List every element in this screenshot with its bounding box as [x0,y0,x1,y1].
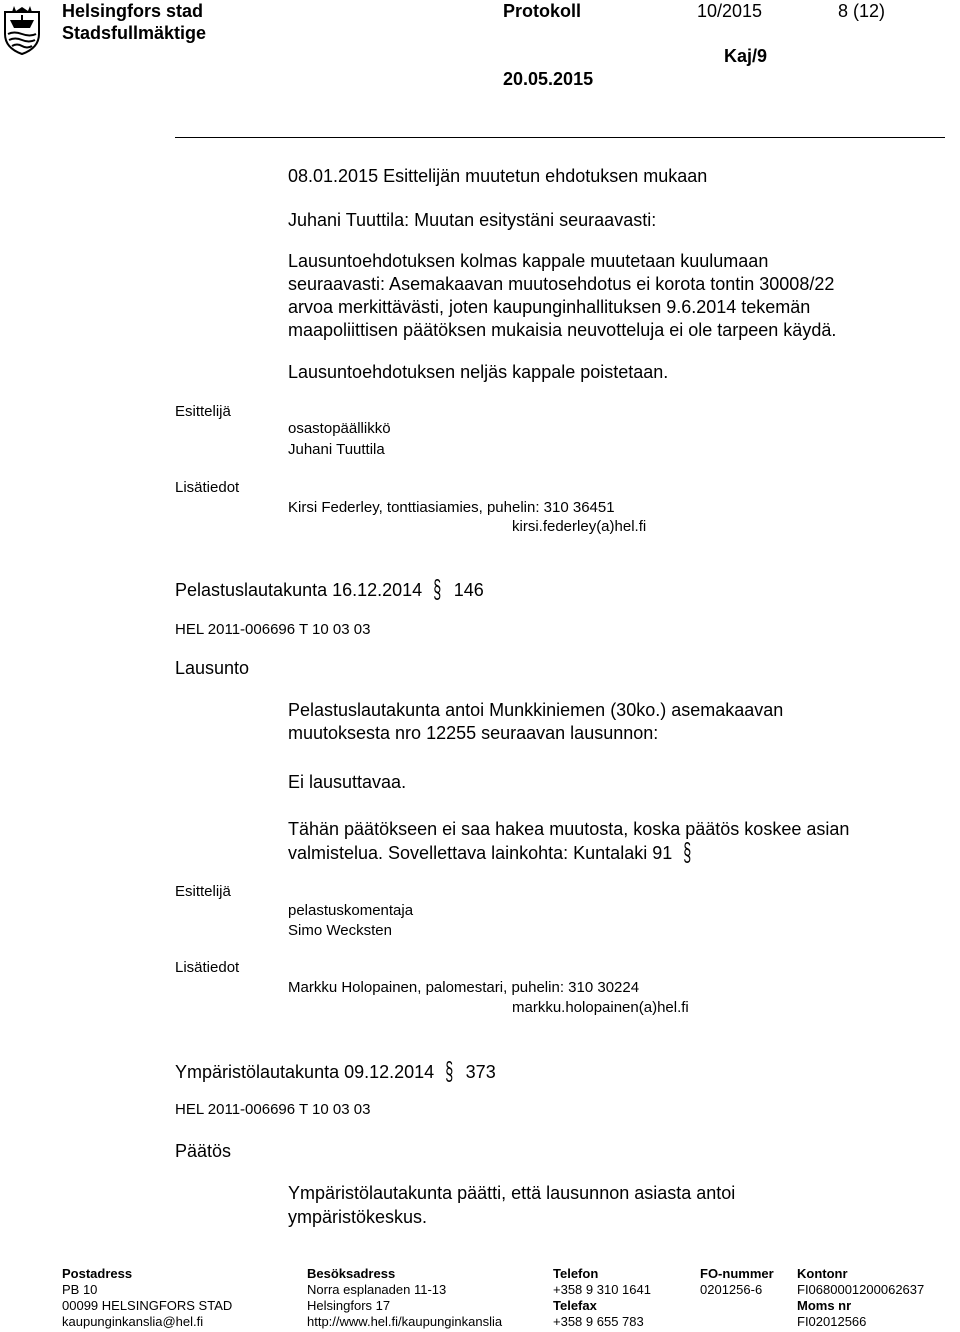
footer-fo [700,1266,774,1298]
s3-title [175,1056,496,1086]
s3-ref: HEL 2011-006696 T 10 03 03 [175,1101,371,1118]
doc-type: Protokoll [503,1,582,21]
s2-line-last [288,837,695,867]
footer-visit-line: Helsingfors 17 [307,1298,391,1313]
s1-presenter-label: Esittelijä [175,403,231,420]
s2-title-text: Pelastuslautakunta 16.12.2014 [175,580,423,600]
s1-presenter-name: Juhani Tuuttila [288,441,385,458]
header-divider [175,137,945,138]
footer-visit-label: Besöksadress [307,1266,396,1281]
org-body: Stadsfullmäktige [62,23,207,43]
footer-account-label: Kontonr [797,1266,848,1281]
footer-visit [307,1266,502,1330]
s1-info-contact: Kirsi Federley, tonttiasiamies, puhelin: 310 36451 [288,499,615,516]
footer-email-link[interactable]: kaupunginkanslia@hel.fi [62,1314,204,1329]
footer-postal-line: 00099 HELSINGFORS STAD [62,1298,233,1313]
footer-website-link[interactable]: http://www.hel.fi/kaupunginkanslia [307,1314,503,1329]
s2-type-label: Lausunto [175,658,250,678]
s2-line: Ei lausuttavaa. [288,772,407,792]
s2-presenter-title: pelastuskomentaja [288,902,414,919]
s2-line: muutoksesta nro 12255 seuraavan lausunnon: [288,723,659,743]
s3-number: 373 [465,1062,496,1082]
s3-type-label: Päätös [175,1141,232,1161]
footer-phone-label: Telefon [553,1266,599,1281]
footer-fo-value: 0201256-6 [700,1282,763,1297]
s3-line: ympäristökeskus. [288,1207,428,1227]
footer-visit-line: Norra esplanaden 11-13 [307,1282,447,1297]
s1-line: 08.01.2015 Esittelijän muutetun ehdotuksen mukaan [288,166,708,186]
s1-line: maapoliittisen päätöksen mukaisia neuvotteluja ei ole tarpeen käydä. [288,320,837,340]
s1-line: Juhani Tuuttila: Muutan esitystäni seuraavasti: [288,210,657,230]
doc-number: 10/2015 [697,1,763,21]
s3-line: Ympäristölautakunta päätti, että lausunnon asiasta antoi [288,1183,736,1203]
s2-info-email[interactable]: markku.holopainen(a)hel.fi [512,999,689,1016]
s2-info-contact: Markku Holopainen, palomestari, puhelin: 310 30224 [288,979,640,996]
s1-info-email[interactable]: kirsi.federley(a)hel.fi [512,518,647,535]
s2-presenter-label: Esittelijä [175,883,231,900]
s2-line: Tähän päätökseen ei saa hakea muutosta, koska päätös koskee asian [288,819,850,839]
paragraph-mark-icon: § [683,837,692,867]
footer-fo-label: FO-nummer [700,1266,774,1281]
page-number: 8 (12) [838,1,886,21]
s1-line: Lausuntoehdotuksen kolmas kappale muutetaan kuulumaan [288,251,769,271]
s2-title [175,574,484,604]
s1-line: seuraavasti: Asemakaavan muutosehdotus ei korota tontin 30008/22 [288,274,835,294]
city-logo [2,4,42,56]
footer-vat-value: FI02012566 [797,1314,867,1329]
footer-phone-value: +358 9 310 1641 [553,1282,651,1297]
s1-presenter-title: osastopäällikkö [288,420,391,437]
s2-line-text: valmistelua. Sovellettava lainkohta: Kuntalaki 91 [288,843,673,863]
paragraph-mark-icon: § [433,574,442,604]
footer-phone [553,1266,651,1330]
s1-info-label: Lisätiedot [175,479,240,496]
footer-postal-label: Postadress [62,1266,133,1281]
case-number: Kaj/9 [724,46,768,66]
footer-account [797,1266,924,1330]
footer-postal-line: PB 10 [62,1282,98,1297]
s2-number: 146 [453,580,484,600]
s2-presenter-name: Simo Wecksten [288,922,392,939]
meeting-date: 20.05.2015 [503,69,594,89]
footer-account-value: FI0680001200062637 [797,1282,925,1297]
footer-postal [62,1266,232,1330]
paragraph-mark-icon: § [445,1056,454,1086]
footer-fax-value: +358 9 655 783 [553,1314,644,1329]
s2-ref: HEL 2011-006696 T 10 03 03 [175,621,371,638]
s1-line: arvoa merkittävästi, joten kaupunginhallituksen 9.6.2014 tekemän [288,297,811,317]
org-name: Helsingfors stad [62,1,204,21]
footer-fax-label: Telefax [553,1298,597,1313]
helsinki-coat-of-arms-icon [2,4,42,56]
s2-info-label: Lisätiedot [175,959,240,976]
s2-line: Pelastuslautakunta antoi Munkkiniemen (30ko.) asemakaavan [288,700,784,720]
s3-title-text: Ympäristölautakunta 09.12.2014 [175,1062,435,1082]
s1-line: Lausuntoehdotuksen neljäs kappale poistetaan. [288,362,669,382]
footer-vat-label: Moms nr [797,1298,852,1313]
